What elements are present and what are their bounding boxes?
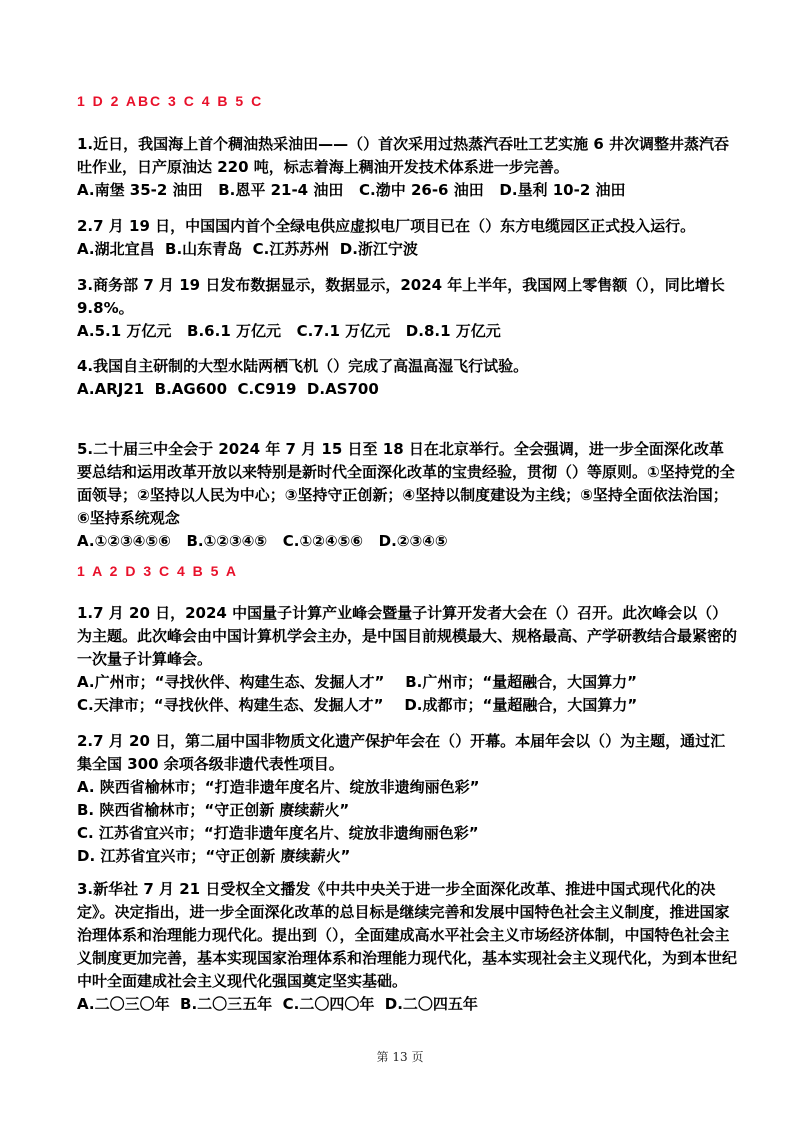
question-1-3 bbox=[77, 274, 737, 343]
question-2-2 bbox=[77, 730, 737, 868]
question-1-4 bbox=[77, 355, 737, 401]
question-stem: 1.7 月 20 日，2024 中国量子计算产业峰会暨量子计算开发者大会在（）召开。此次峰会以（）为主题。此次峰会由中国计算机学会主办，是中国目前规模最大、规格最高、产学研教结合最紧密的一次量子计算峰会。 bbox=[77, 604, 738, 668]
question-2-3 bbox=[77, 878, 737, 1016]
question-option-line: D. 江苏省宜兴市；“守正创新 赓续薪火” bbox=[77, 847, 351, 865]
question-1-1 bbox=[77, 133, 737, 202]
answer-key-2: 1 A 2 D 3 C 4 B 5 A bbox=[77, 563, 238, 579]
question-option-line: C. 江苏省宜兴市；“打造非遗年度名片、绽放非遗绚丽色彩” bbox=[77, 824, 479, 842]
question-stem: 2.7 月 20 日，第二届中国非物质文化遗产保护年会在（）开幕。本届年会以（）为主题，通过汇集全国 300 余项各级非遗代表性项目。 bbox=[77, 732, 726, 773]
question-stem: 3.新华社 7 月 21 日受权全文播发《中共中央关于进一步全面深化改革、推进中国式现代化的决定》。决定指出，进一步全面深化改革的总目标是继续完善和发展中国特色社会主义制度，推进国家治理体系和治理能力现代化。提出到（），全面建成高水平社会主义市场经济体制，中国特色社会主义制度更加完善，基本实现国家治理体系和治理能力现代化，基本实现社会主义现代化，为到本世纪中叶全面建成社会主义现代化强国奠定坚实基础。 bbox=[77, 880, 738, 990]
question-option-line: C.天津市；“寻找伙伴、构建生态、发掘人才” D.成都市；“量超融合，大国算力” bbox=[77, 696, 638, 714]
question-options: A.南堡 35-2 油田 B.恩平 21-4 油田 C.渤中 26-6 油田 D.垦利 10-2 油田 bbox=[77, 181, 626, 199]
question-option-line: B. 陕西省榆林市；“守正创新 赓续薪火” bbox=[77, 801, 350, 819]
question-stem: 3.商务部 7 月 19 日发布数据显示，数据显示，2024 年上半年，我国网上零售额（），同比增长 9.8%。 bbox=[77, 276, 725, 317]
question-option-line: A.广州市；“寻找伙伴、构建生态、发掘人才” B.广州市；“量超融合，大国算力” bbox=[77, 673, 638, 691]
question-1-5 bbox=[77, 438, 737, 553]
answer-key-1: 1 D 2 ABC 3 C 4 B 5 C bbox=[77, 93, 264, 109]
question-options: A.①②③④⑤⑥ B.①②③④⑤ C.①②④⑤⑥ D.②③④⑤ bbox=[77, 532, 448, 550]
question-1-2 bbox=[77, 215, 737, 261]
question-stem: 1.近日，我国海上首个稠油热采油田——（）首次采用过热蒸汽吞吐工艺实施 6 井次调整井蒸汽吞吐作业，日产原油达 220 吨，标志着海上稠油开发技术体系进一步完善。 bbox=[77, 135, 730, 176]
question-stem: 2.7 月 19 日，中国国内首个全绿电供应虚拟电厂项目已在（）东方电缆园区正式投入运行。 bbox=[77, 217, 696, 235]
question-stem: 5.二十届三中全会于 2024 年 7 月 15 日至 18 日在北京举行。全会强调，进一步全面深化改革要总结和运用改革开放以来特别是新时代全面深化改革的宝贵经验，贯彻（）等原则。①坚持党的全面领导；②坚持以人民为中心；③坚持守正创新；④坚持以制度建设为主线；⑤坚持全面依法治国；⑥坚持系统观念 bbox=[77, 440, 735, 527]
question-option-line: A. 陕西省榆林市；“打造非遗年度名片、绽放非遗绚丽色彩” bbox=[77, 778, 480, 796]
question-2-1 bbox=[77, 602, 737, 717]
question-options: A.ARJ21 B.AG600 C.C919 D.AS700 bbox=[77, 380, 379, 398]
question-options: A.5.1 万亿元 B.6.1 万亿元 C.7.1 万亿元 D.8.1 万亿元 bbox=[77, 322, 501, 340]
question-options: A.湖北宜昌 B.山东青岛 C.江苏苏州 D.浙江宁波 bbox=[77, 240, 418, 258]
question-stem: 4.我国自主研制的大型水陆两栖飞机（）完成了高温高湿飞行试验。 bbox=[77, 357, 529, 375]
question-options: A.二〇三〇年 B.二〇三五年 C.二〇四〇年 D.二〇四五年 bbox=[77, 995, 478, 1013]
page-number: 第 13 页 bbox=[376, 1050, 424, 1064]
